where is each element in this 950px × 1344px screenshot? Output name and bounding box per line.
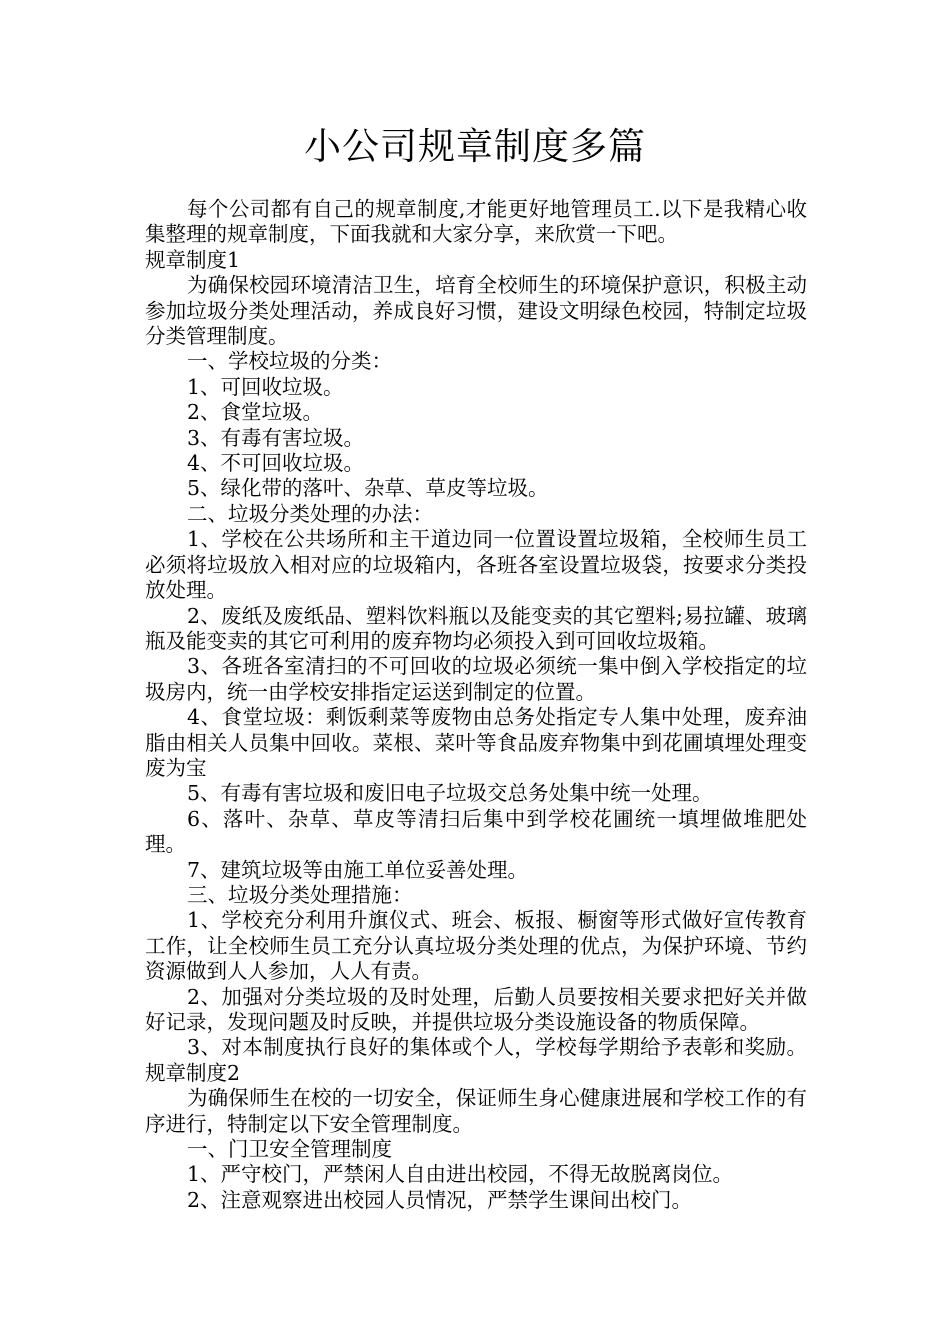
body-paragraph: 2、食堂垃圾。 [187, 400, 324, 425]
body-paragraph: 为确保校园环境清洁卫生，培育全校师生的环境保护意识，积极主动参加垃圾分类处理活动，养成良好习惯，建设文明绿色校园，特制定垃圾分类管理制度。 [145, 273, 807, 349]
body-paragraph: 1、严守校门，严禁闲人自由进出校园，不得无故脱离岗位。 [187, 1162, 734, 1187]
body-paragraph: 5、绿化带的落叶、杂草、草皮等垃圾。 [187, 476, 549, 501]
body-paragraph: 1、学校充分利用升旗仪式、班会、板报、橱窗等形式做好宣传教育工作，让全校师生员工充分认真垃圾分类处理的优点，为保护环境、节约资源做到人人参加，人人有责。 [145, 908, 807, 984]
body-paragraph: 为确保师生在校的一切安全，保证师生身心健康进展和学校工作的有序进行，特制定以下安全管理制度。 [145, 1086, 807, 1136]
body-paragraph: 3、有毒有害垃圾。 [187, 425, 365, 450]
document-body [145, 197, 807, 1213]
body-paragraph: 1、学校在公共场所和主干道边同一位置设置垃圾箱，全校师生员工必须将垃圾放入相对应的垃圾箱内，各班各室设置垃圾袋，按要求分类投放处理。 [145, 527, 807, 603]
body-paragraph: 6、落叶、杂草、草皮等清扫后集中到学校花圃统一填埋做堆肥处理。 [145, 806, 807, 857]
body-paragraph: 一、学校垃圾的分类： [187, 349, 392, 374]
body-paragraph: 5、有毒有害垃圾和废旧电子垃圾交总务处集中统一处理。 [187, 781, 713, 806]
body-paragraph: 1、可回收垃圾。 [187, 374, 344, 399]
body-paragraph: 4、不可回收垃圾。 [187, 451, 365, 476]
body-paragraph: 三、垃圾分类处理措施： [187, 882, 413, 907]
body-paragraph: 3、各班各室清扫的不可回收的垃圾必须统一集中倒入学校指定的垃圾房内，统一由学校安排指定运送到制定的位置。 [145, 654, 807, 704]
body-paragraph: 2、注意观察进出校园人员情况，严禁学生课间出校门。 [187, 1187, 693, 1212]
body-paragraph: 4、食堂垃圾：剩饭剩菜等废物由总务处指定专人集中处理，废弃油脂由相关人员集中回收。菜根、菜叶等食品废弃物集中到花圃填埋处理变废为宝 [145, 705, 807, 780]
body-paragraph: 2、废纸及废纸品、塑料饮料瓶以及能变卖的其它塑料;易拉罐、玻璃瓶及能变卖的其它可利用的废弃物均必须投入到可回收垃圾箱。 [145, 603, 807, 653]
body-paragraph: 2、加强对分类垃圾的及时处理，后勤人员要按相关要求把好关并做好记录，发现问题及时反映，并提供垃圾分类设施设备的物质保障。 [145, 984, 807, 1034]
body-paragraph: 一、门卫安全管理制度 [187, 1137, 392, 1162]
body-paragraph: 7、建筑垃圾等由施工单位妥善处理。 [187, 857, 529, 882]
document-title: 小公司规章制度多篇 [304, 125, 646, 168]
body-paragraph: 每个公司都有自己的规章制度,才能更好地管理员工.以下是我精心收集整理的规章制度，下面我就和大家分享，来欣赏一下吧。 [145, 197, 807, 247]
body-paragraph: 二、垃圾分类处理的办法： [187, 501, 433, 526]
body-paragraph: 3、对本制度执行良好的集体或个人，学校每学期给予表彰和奖励。规章制度2 [145, 1035, 807, 1085]
body-paragraph: 规章制度1 [145, 247, 241, 272]
